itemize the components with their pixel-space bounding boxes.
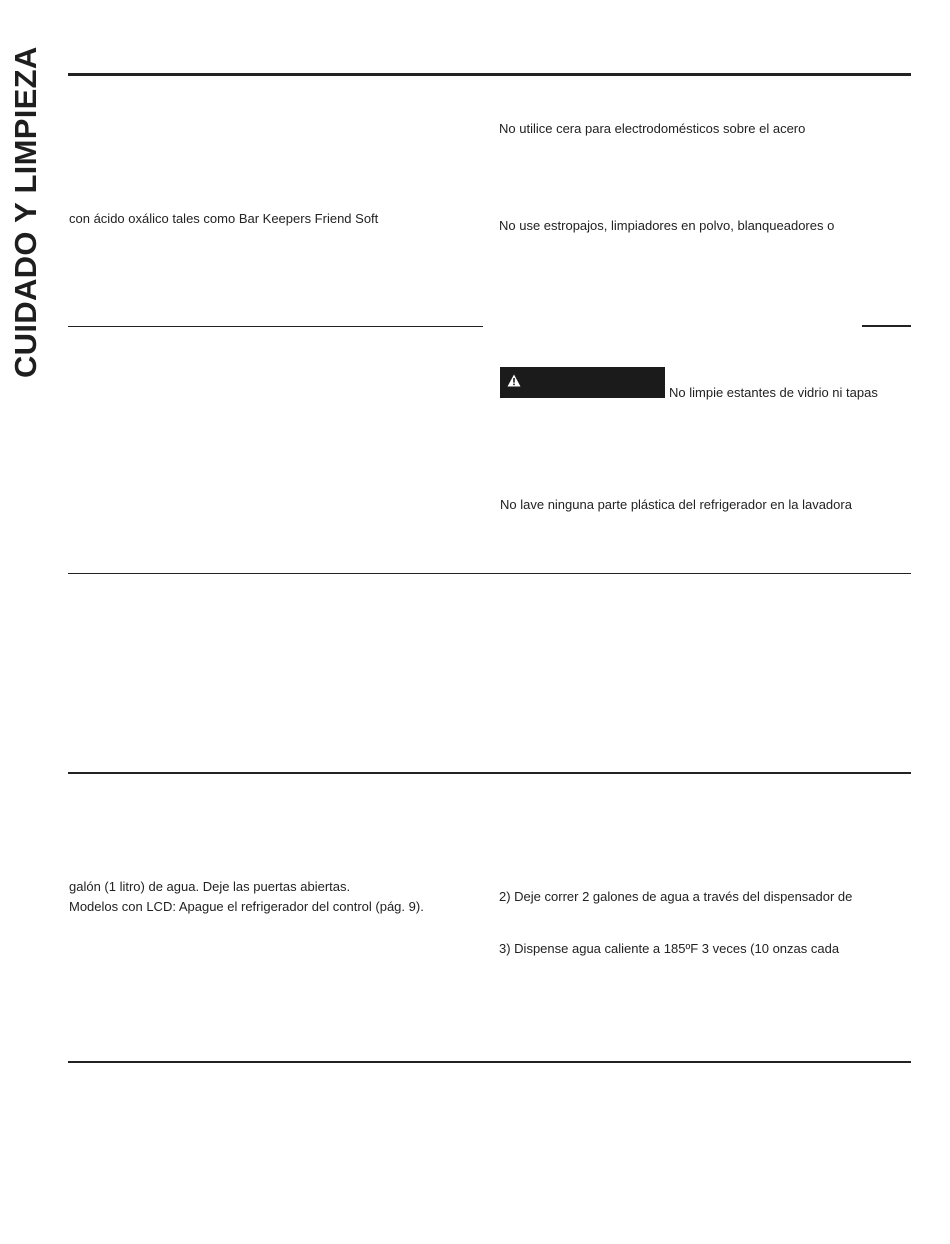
text-no-wash-plastic: No lave ninguna parte plástica del refrigerador en la lavadora xyxy=(500,497,852,512)
divider-5 xyxy=(68,1061,911,1063)
text-step-2: 2) Deje correr 2 galones de agua a través del dispensador de xyxy=(499,889,853,904)
warning-triangle-icon xyxy=(507,374,521,387)
divider-4 xyxy=(68,772,911,774)
divider-3 xyxy=(68,573,911,574)
section-title: CUIDADO Y LIMPIEZA xyxy=(8,46,43,378)
divider-2-left xyxy=(68,326,483,327)
text-no-wax: No utilice cera para electrodomésticos sobre el acero xyxy=(499,121,806,136)
text-no-clean-glass: No limpie estantes de vidrio ni tapas xyxy=(669,385,878,400)
text-lcd-models: Modelos con LCD: Apague el refrigerador del control (pág. 9). xyxy=(69,899,424,914)
text-gallon-water: galón (1 litro) de agua. Deje las puertas abiertas. xyxy=(69,879,351,894)
divider-top xyxy=(68,73,911,76)
text-step-3: 3) Dispense agua caliente a 185ºF 3 veces (10 onzas cada xyxy=(499,941,840,956)
text-no-scouring: No use estropajos, limpiadores en polvo, blanqueadores o xyxy=(499,218,835,233)
text-oxalic-acid: con ácido oxálico tales como Bar Keepers Friend Soft xyxy=(69,211,379,226)
warning-label xyxy=(500,367,665,398)
divider-2-right xyxy=(862,325,911,327)
